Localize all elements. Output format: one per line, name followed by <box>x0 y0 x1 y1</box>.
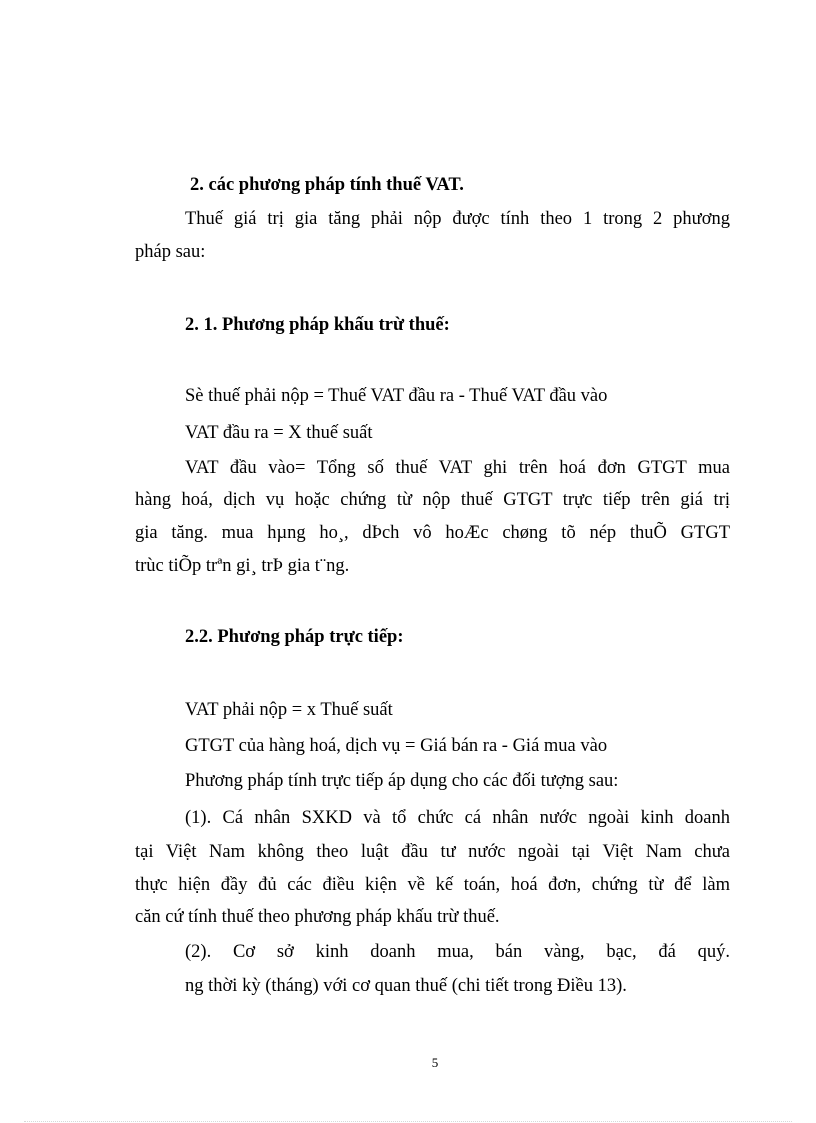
list-item-2-line: (2). Cơ sở kinh doanh mua, bán vàng, bạc, đá quý. <box>185 942 730 962</box>
apply-paragraph: Phương pháp tính trực tiếp áp dụng cho các đối tượng sau: <box>185 771 619 791</box>
input-vat-paragraph-line: VAT đầu vào= Tổng số thuế VAT ghi trên hoá đơn GTGT mua <box>185 458 730 478</box>
formula-tax-payable: Sè thuế phải nộp = Thuế VAT đầu ra - Thuế VAT đầu vào <box>185 386 608 406</box>
list-item-1-line: căn cứ tính thuế theo phương pháp khấu trừ thuế. <box>135 907 500 927</box>
page-bottom-divider <box>24 1121 792 1122</box>
formula-output-vat: VAT đầu ra = X thuế suất <box>185 423 373 443</box>
list-item-2-line: ng thời kỳ (tháng) với cơ quan thuế (chi tiết trong Điều 13). <box>185 976 627 996</box>
section-heading: 2. các phương pháp tính thuế VAT. <box>190 175 464 195</box>
intro-paragraph-line: pháp sau: <box>135 242 206 262</box>
subsection-heading-deduction: 2. 1. Phương pháp khấu trừ thuế: <box>185 315 450 335</box>
intro-paragraph-line: Thuế giá trị gia tăng phải nộp được tính theo 1 trong 2 phương <box>185 209 730 229</box>
formula-value-added: GTGT của hàng hoá, dịch vụ = Giá bán ra - Giá mua vào <box>185 736 608 756</box>
page-number: 5 <box>431 1055 439 1070</box>
list-item-1-line: tại Việt Nam không theo luật đầu tư nước ngoài tại Việt Nam chưa <box>135 842 730 862</box>
formula-vat-direct: VAT phải nộp = x Thuế suất <box>185 700 393 720</box>
list-item-1-line: thực hiện đầy đủ các điều kiện về kế toán, hoá đơn, chứng từ để làm <box>135 875 730 895</box>
list-item-1-line: (1). Cá nhân SXKD và tổ chức cá nhân nước ngoài kinh doanh <box>185 808 730 828</box>
input-vat-paragraph-line: hàng hoá, dịch vụ hoặc chứng từ nộp thuế GTGT trực tiếp trên giá trị <box>135 490 730 510</box>
subsection-heading-direct: 2.2. Phương pháp trực tiếp: <box>185 627 404 647</box>
input-vat-paragraph-line: trùc tiÕp trªn gi¸ trÞ gia t¨ng. <box>135 556 350 576</box>
input-vat-paragraph-line: gia tăng. mua hµng ho¸, dÞch vô hoÆc chøng tõ nép thuÕ GTGT <box>135 523 730 543</box>
